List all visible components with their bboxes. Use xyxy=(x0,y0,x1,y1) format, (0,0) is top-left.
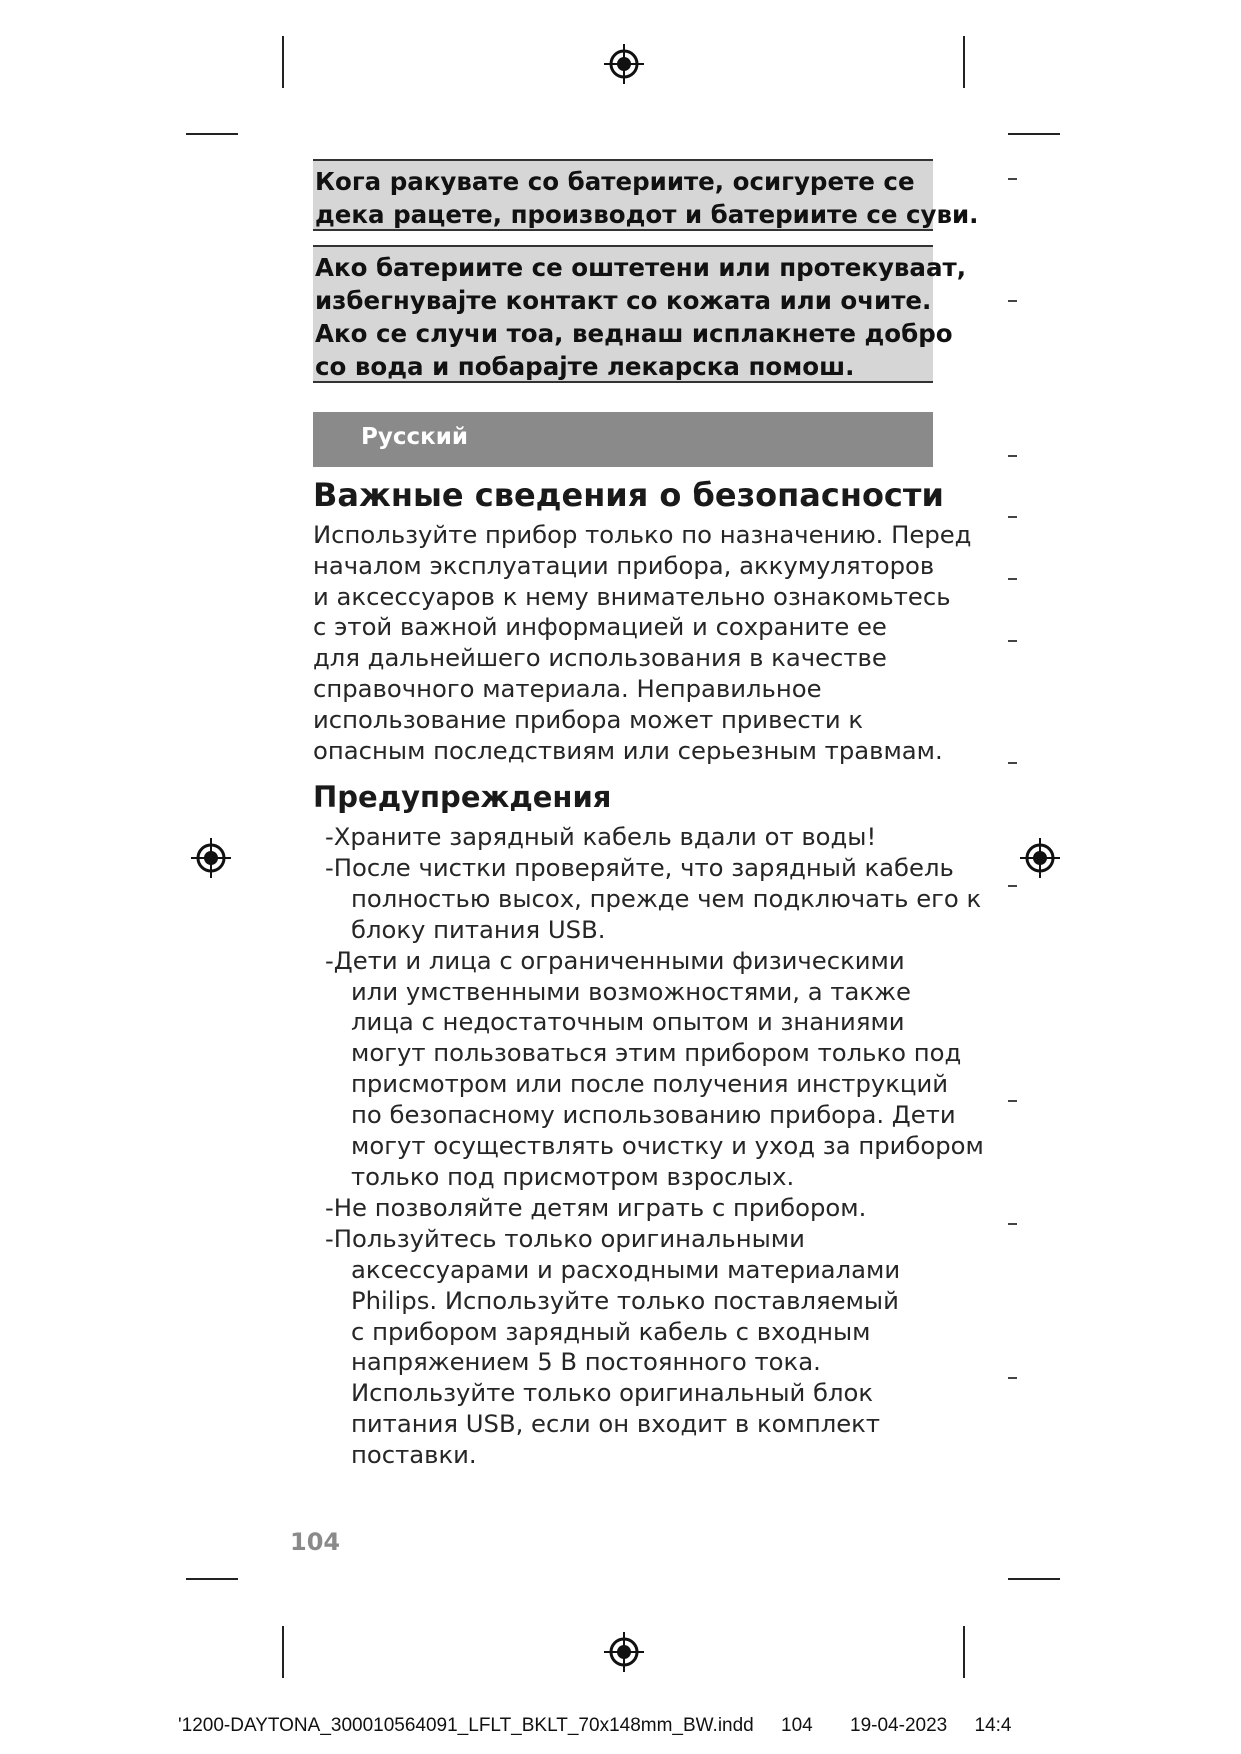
warning-item-line: или умственными возможностями, а также xyxy=(351,976,911,1006)
registration-mark-right-icon xyxy=(1020,838,1060,878)
warning-item-line: могут осуществлять очистку и уход за прибором xyxy=(351,1131,984,1161)
slug-filename: '1200-DAYTONA_300010564091_LFLT_BKLT_70x148mm_BW.indd xyxy=(178,1715,754,1736)
margin-tick xyxy=(1008,578,1017,580)
language-label: Русский xyxy=(361,424,468,450)
battery-leak-warning xyxy=(313,245,966,383)
margin-tick xyxy=(1008,455,1017,457)
warning-item xyxy=(325,853,984,946)
registration-mark-top-icon xyxy=(604,44,644,84)
print-slug-line xyxy=(178,1715,1033,1737)
page-number: 104 xyxy=(290,1528,341,1556)
warning-line: Ако се случи тоа, веднаш исплакнете добро xyxy=(315,319,953,348)
warning-item xyxy=(325,822,984,853)
slug-time: 14:4 xyxy=(974,1715,1012,1736)
warning-item xyxy=(325,1193,984,1224)
warning-item-line: полностью высох, прежде чем подключать его к xyxy=(351,883,982,913)
intro-line: началом эксплуатации прибора, аккумуляторов xyxy=(313,550,935,580)
warning-line: Ако батериите се оштетени или протекуваат, xyxy=(315,253,966,282)
intro-line: и аксессуаров к нему внимательно ознакомьтесь xyxy=(313,581,951,611)
warning-item-line: Используйте только оригинальный блок xyxy=(351,1378,874,1408)
intro-line: использование прибора может привести к xyxy=(313,704,864,734)
warnings-list xyxy=(325,822,984,1471)
crop-mark-bottom-left xyxy=(282,1626,284,1678)
warning-item-line: с прибором зарядный кабель с входным xyxy=(351,1316,871,1346)
warning-item-line: Philips. Используйте только поставляемый xyxy=(351,1285,899,1315)
warning-item-line: блоку питания USB. xyxy=(351,914,606,944)
warning-item xyxy=(325,1224,984,1471)
warning-item-line: присмотром или после получения инструкций xyxy=(351,1069,949,1099)
intro-line: опасным последствиям или серьезным травмам. xyxy=(313,735,943,765)
crop-mark-bottom-right xyxy=(963,1626,965,1678)
warning-item-line: -Не позволяйте детям играть с прибором. xyxy=(325,1192,867,1222)
warning-item xyxy=(325,946,984,1193)
warning-item-line: аксессуарами и расходными материалами xyxy=(351,1254,901,1284)
warning-item-line: напряжением 5 В постоянного тока. xyxy=(351,1347,821,1377)
intro-line: справочного материала. Неправильное xyxy=(313,673,822,703)
margin-tick xyxy=(1008,516,1017,518)
warning-line: Кога ракувате со батериите, осигурете се xyxy=(315,167,915,196)
warning-line: дека рацете, производот и батериите се суви. xyxy=(315,200,979,229)
margin-tick xyxy=(1008,762,1017,764)
margin-tick xyxy=(1008,640,1017,642)
warnings-title: Предупреждения xyxy=(313,780,612,814)
intro-line: Используйте прибор только по назначению. Перед xyxy=(313,520,972,549)
warning-line: со вода и побарајте лекарска помош. xyxy=(315,352,855,381)
section-title: Важные сведения о безопасности xyxy=(313,476,944,514)
intro-line: с этой важной информацией и сохраните ее xyxy=(313,612,887,642)
margin-tick xyxy=(1008,1223,1017,1225)
warning-item-line: лица с недостаточным опытом и знаниями xyxy=(351,1007,905,1037)
margin-tick xyxy=(1008,1100,1017,1102)
crop-mark-top-left xyxy=(282,36,284,88)
crop-mark-left-top xyxy=(186,133,238,135)
margin-tick xyxy=(1008,885,1017,887)
warning-line: избегнувајте контакт со кожата или очите. xyxy=(315,286,932,315)
registration-mark-bottom-icon xyxy=(604,1632,644,1672)
warning-item-line: -Храните зарядный кабель вдали от воды! xyxy=(325,822,877,851)
battery-dry-hands-warning xyxy=(313,159,979,231)
slug-page: 104 xyxy=(781,1715,813,1736)
warning-item-line: питания USB, если он входит в комплект xyxy=(351,1409,881,1439)
crop-mark-left-bottom xyxy=(186,1578,238,1580)
warning-item-line: могут пользоваться этим прибором только под xyxy=(351,1038,962,1068)
warning-item-line: -Пользуйтесь только оригинальными xyxy=(325,1223,805,1253)
slug-date: 19-04-2023 xyxy=(850,1715,948,1736)
intro-paragraph xyxy=(313,520,971,766)
intro-line: для дальнейшего использования в качестве xyxy=(313,643,887,673)
warning-item-line: -Дети и лица с ограниченными физическими xyxy=(325,945,905,975)
margin-tick xyxy=(1008,1377,1017,1379)
warning-item-line: только под присмотром взрослых. xyxy=(351,1161,795,1191)
margin-tick xyxy=(1008,300,1017,302)
crop-mark-top-right xyxy=(963,36,965,88)
crop-mark-right-bottom xyxy=(1008,1578,1060,1580)
warning-item-line: -После чистки проверяйте, что зарядный кабель xyxy=(325,852,954,882)
language-header-bar xyxy=(313,412,933,467)
margin-tick xyxy=(1008,178,1017,180)
crop-mark-right-top xyxy=(1008,133,1060,135)
registration-mark-left-icon xyxy=(191,838,231,878)
warning-item-line: по безопасному использованию прибора. Дети xyxy=(351,1100,956,1130)
warning-item-line: поставки. xyxy=(351,1440,477,1470)
